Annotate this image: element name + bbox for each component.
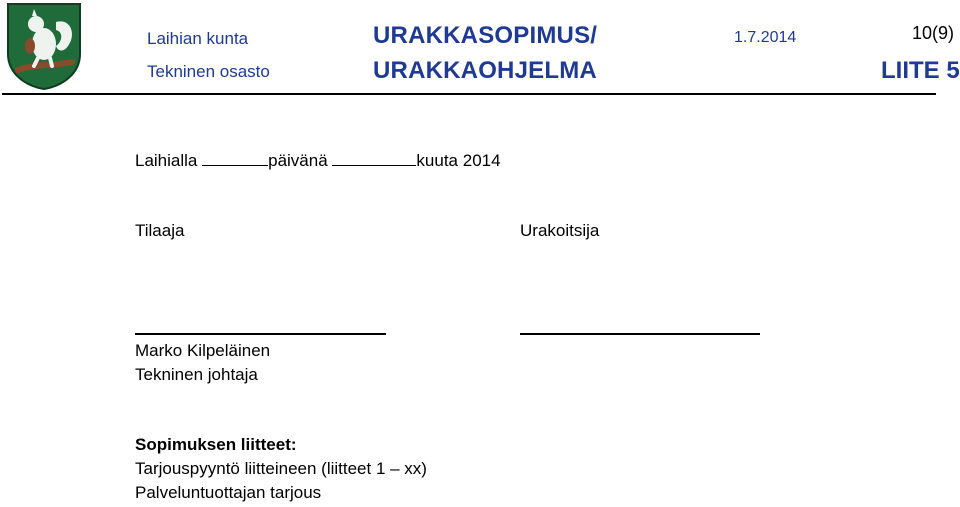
department-name: Tekninen osasto — [147, 62, 270, 81]
document-title-line-1: URAKKASOPIMUS/ — [373, 22, 598, 49]
month-word: kuuta — [416, 151, 459, 170]
header-divider — [2, 93, 936, 95]
coat-of-arms-squirrel-icon — [6, 2, 82, 90]
appendix-label: LIITE 5 — [881, 57, 960, 84]
place-date-line — [135, 149, 501, 171]
attachments-heading: Sopimuksen liitteet: — [135, 435, 297, 454]
client-signer-title: Tekninen johtaja — [135, 365, 258, 384]
client-signer-name: Marko Kilpeläinen — [135, 341, 271, 360]
place-prefix: Laihialla — [135, 151, 198, 170]
organization-name: Laihian kunta — [147, 29, 249, 48]
year: 2014 — [462, 151, 501, 170]
month-blank — [332, 149, 416, 166]
client-label: Tilaaja — [135, 221, 185, 240]
contractor-signature-line — [520, 333, 760, 335]
document-date: 1.7.2014 — [734, 29, 797, 46]
contractor-label: Urakoitsija — [520, 221, 600, 240]
day-blank — [202, 149, 268, 166]
day-word: päivänä — [268, 151, 328, 170]
attachment-item: Tarjouspyyntö liitteineen (liitteet 1 – xx) — [135, 459, 427, 478]
page-number: 10(9) — [912, 23, 955, 43]
document-title-line-2: URAKKAOHJELMA — [373, 57, 597, 84]
client-signature-line — [135, 333, 386, 335]
attachment-item: Palveluntuottajan tarjous — [135, 483, 322, 502]
